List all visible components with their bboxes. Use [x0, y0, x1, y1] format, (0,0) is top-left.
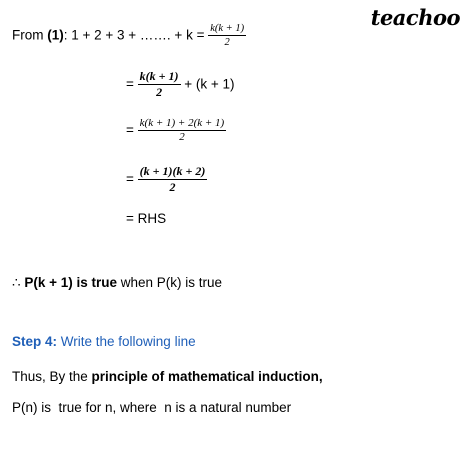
conclusion-line [12, 275, 222, 291]
teachoo-logo: teachoo [370, 5, 460, 30]
from-line [12, 23, 246, 48]
fraction-step-3 [138, 118, 227, 143]
therefore-symbol: ∴ [12, 275, 25, 290]
fraction-denominator: 2 [179, 131, 185, 143]
fraction-numerator: k(k + 1) [139, 69, 179, 83]
equals-sign: = [126, 171, 134, 187]
thus-line [12, 369, 323, 385]
thus-prefix: Thus, By the [12, 369, 92, 384]
fraction-numerator: k(k + 1) + 2(k + 1) [139, 117, 225, 129]
equals-sign: = [126, 122, 134, 138]
from-label: From [12, 27, 48, 43]
induction-principle: principle of mathematical induction, [91, 369, 323, 384]
step-line-2 [126, 70, 235, 99]
step-4-heading [12, 334, 196, 350]
fraction-numerator: (k + 1)(k + 2) [139, 164, 206, 178]
equals-sign: = [126, 76, 134, 92]
conclusion-rest: when P(k) is true [117, 275, 223, 290]
step-4-label: Step 4: [12, 334, 58, 349]
fraction-k-k-plus-1-over-2 [208, 23, 246, 48]
fraction-denominator: 2 [224, 37, 230, 48]
step-line-3 [126, 118, 226, 143]
final-statement: P(n) is true for n, where n is a natural number [12, 400, 292, 415]
rhs-line: = RHS [126, 211, 167, 226]
series-expression: : 1 + 2 + 3 + ……. + k = [63, 27, 209, 43]
fraction-step-2 [138, 70, 181, 99]
fraction-numerator: k(k + 1) [210, 23, 245, 34]
plus-k-plus-1: + (k + 1) [180, 76, 235, 92]
fraction-denominator: 2 [156, 85, 163, 99]
step-line-4 [126, 165, 207, 194]
fraction-denominator: 2 [169, 180, 176, 194]
equation-ref: (1) [47, 27, 64, 43]
conclusion-bold: P(k + 1) is true [24, 275, 118, 290]
step-4-text: Write the following line [57, 334, 196, 349]
fraction-step-4 [138, 165, 208, 194]
